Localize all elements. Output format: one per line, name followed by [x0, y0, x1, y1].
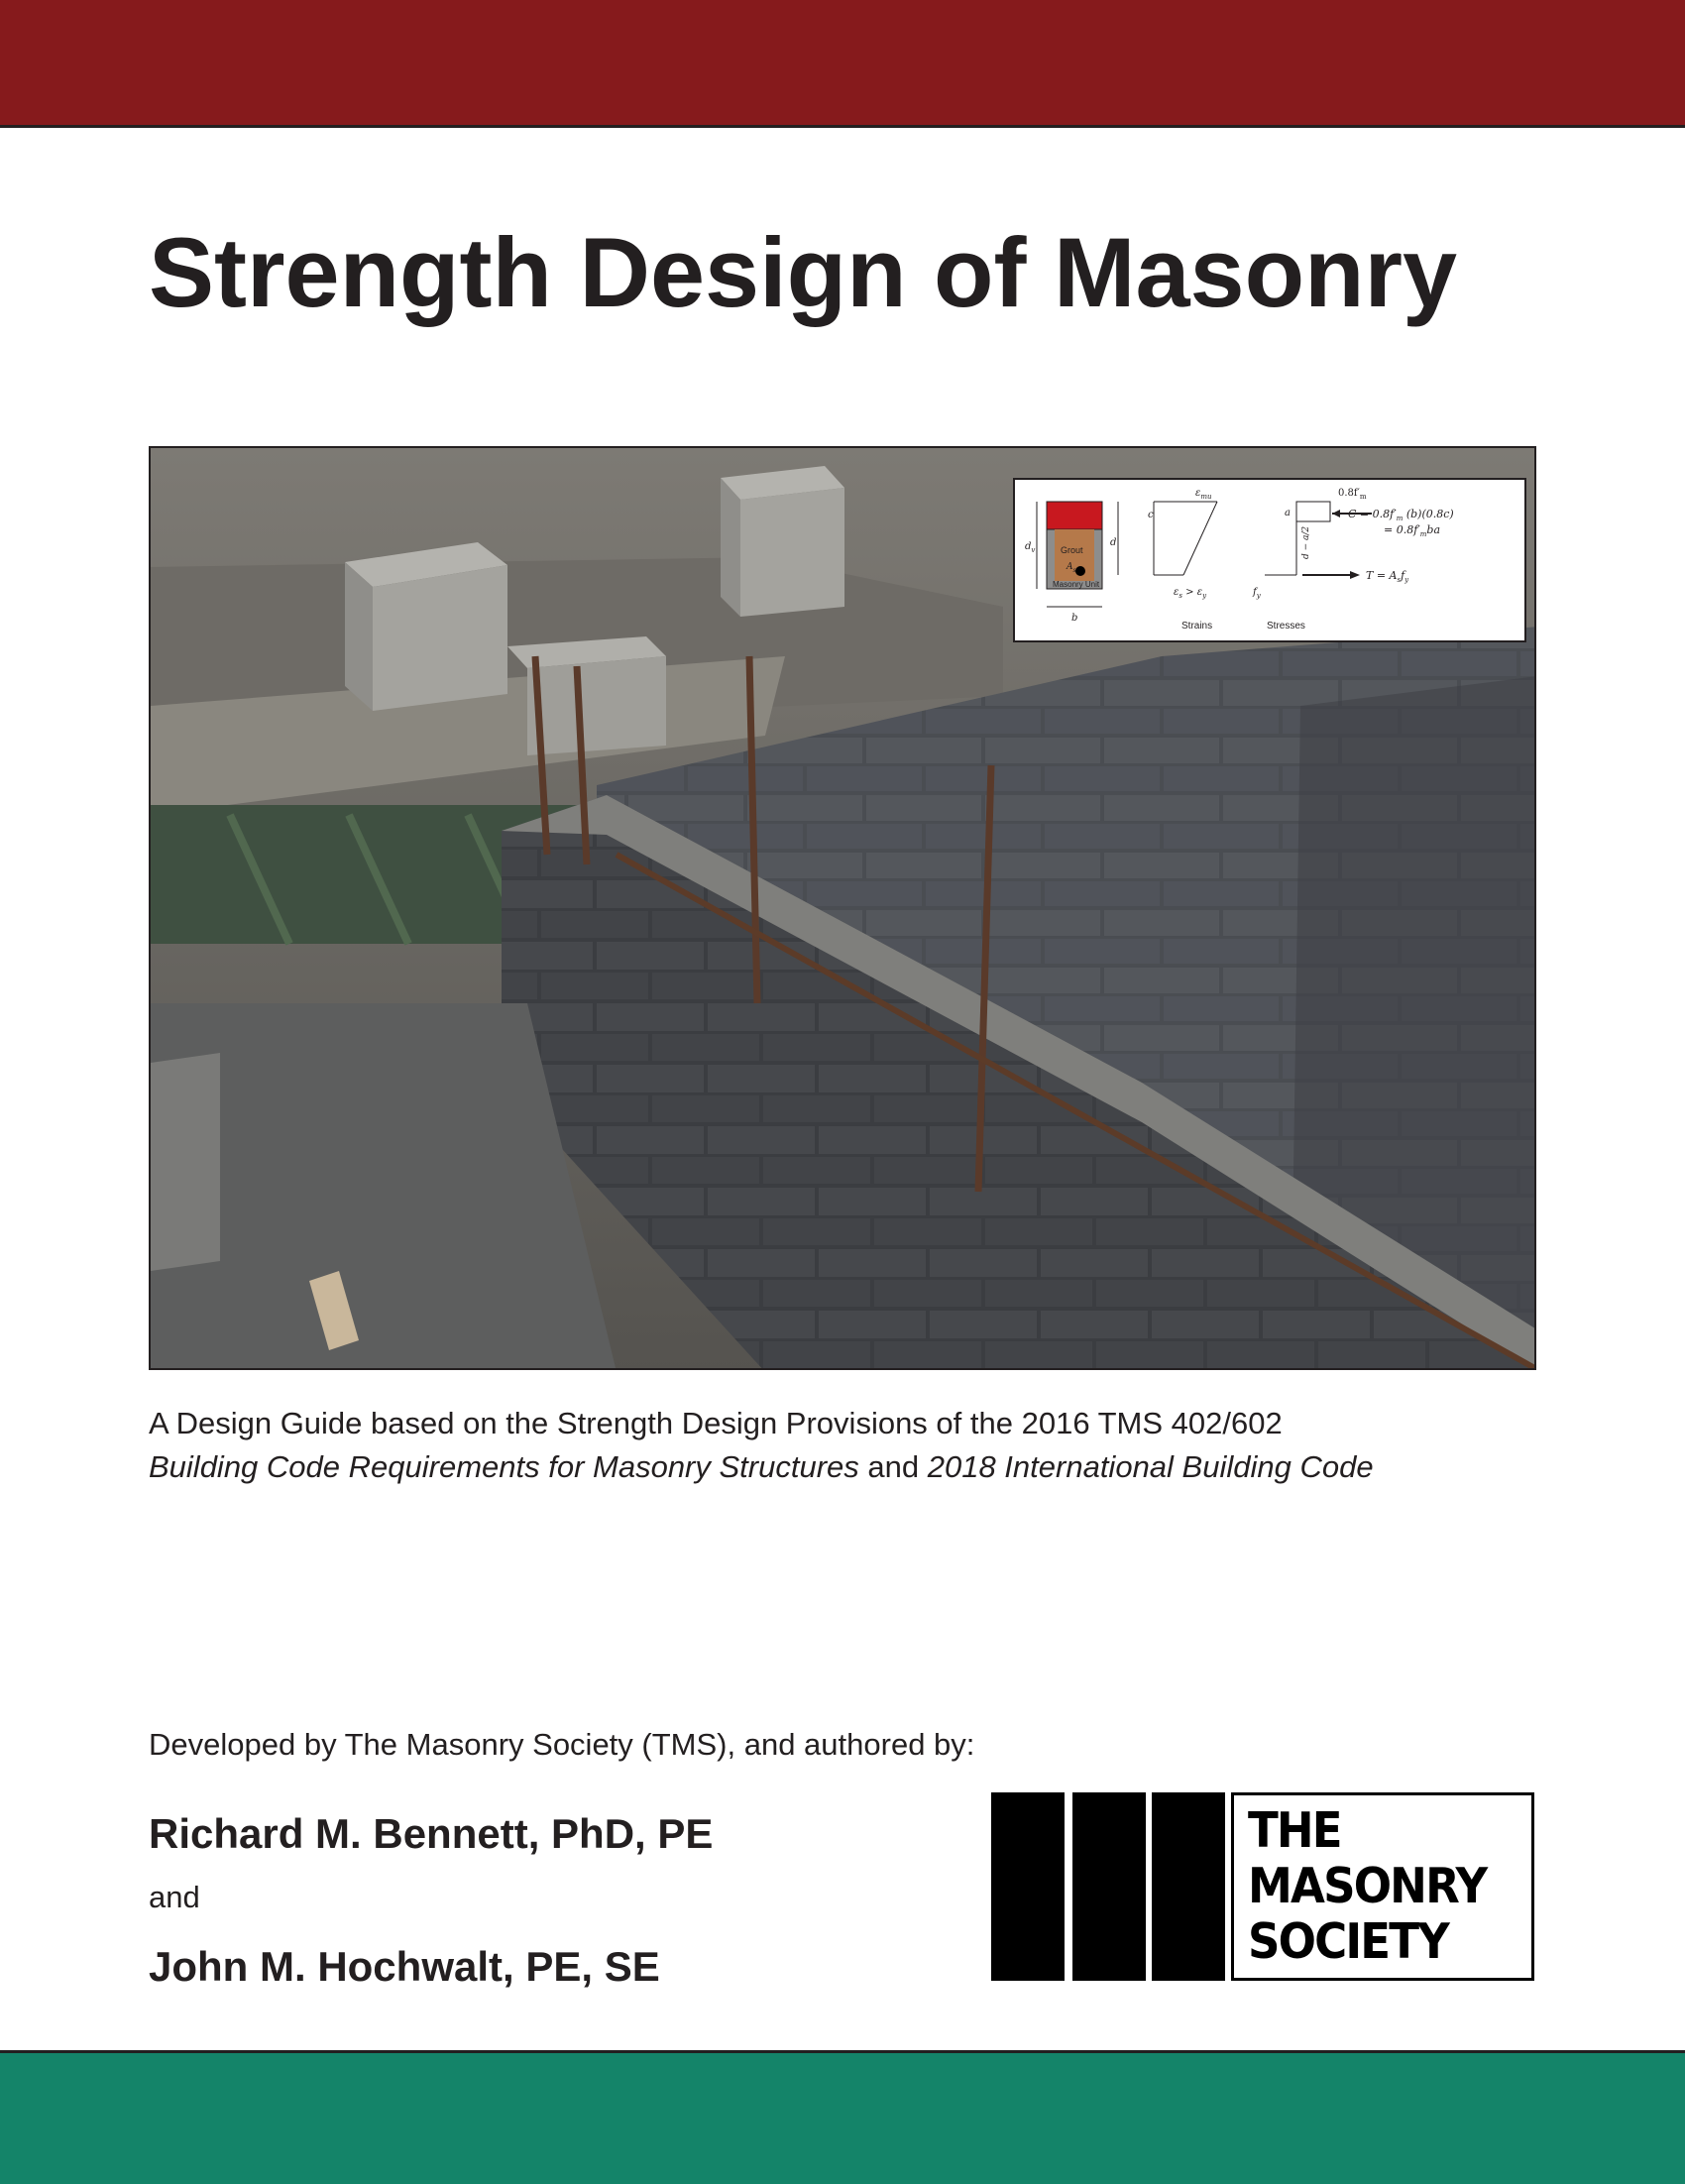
- logo-text-box: [1231, 1792, 1534, 1981]
- logo-bar-2: [1072, 1792, 1146, 1981]
- as-label: $A_s$: [1067, 562, 1076, 574]
- dv-label: $d_v$: [1025, 541, 1036, 554]
- b-label: b: [1071, 613, 1078, 624]
- logo-bar-1: [991, 1792, 1065, 1981]
- tension-eq: $T = A_sf_y$: [1366, 569, 1409, 584]
- d-label: d: [1110, 537, 1117, 548]
- code-title-ibc: 2018 International Building Code: [927, 1449, 1374, 1484]
- c-label: c: [1148, 510, 1154, 520]
- a-label: a: [1285, 508, 1291, 518]
- top-color-band: [0, 0, 1685, 128]
- subtitle-line-1: A Design Guide based on the Strength Design Provisions of the 2016 TMS 402/602: [149, 1406, 1283, 1440]
- compression-eq: $C = 0.8f'_m$ (b)(0.8c): [1348, 508, 1454, 522]
- strain-condition: $\varepsilon_s > \varepsilon_y$: [1174, 587, 1207, 600]
- book-title: Strength Design of Masonry: [149, 217, 1458, 327]
- logo-line-1: THE: [1248, 1802, 1341, 1859]
- author-2: John M. Hochwalt, PE, SE: [149, 1943, 660, 1990]
- strains-label: Strains: [1181, 621, 1213, 632]
- bottom-color-band: [0, 2050, 1685, 2184]
- grout-label: Grout: [1061, 545, 1083, 555]
- and-text: and: [149, 1880, 200, 1914]
- stresses-label: Stresses: [1267, 621, 1305, 632]
- subtitle: [149, 1402, 1556, 1489]
- tms-logo: [991, 1792, 1536, 1981]
- lever-arm-label: d − a/2: [1301, 525, 1311, 559]
- author-1: Richard M. Bennett, PhD, PE: [149, 1810, 714, 1857]
- developed-by-line: Developed by The Masonry Society (TMS), and authored by:: [149, 1727, 975, 1762]
- logo-bar-3: [1152, 1792, 1225, 1981]
- stress-strain-diagram-inset: [1013, 478, 1526, 642]
- fy-label: $f_y$: [1253, 587, 1261, 600]
- cover-photo: [149, 446, 1536, 1370]
- stress-block-label: $0.8f'_m$: [1338, 488, 1367, 501]
- subtitle-and: and: [858, 1449, 928, 1484]
- emu-label: $\varepsilon_{mu}$: [1195, 488, 1212, 501]
- masonry-unit-label: Masonry Unit: [1053, 580, 1100, 589]
- compression-eq-2: = $0.8f'_mba$: [1384, 523, 1441, 538]
- subtitle-line-2: [149, 1445, 1556, 1489]
- code-title-tms: Building Code Requirements for Masonry Structures: [149, 1449, 859, 1484]
- logo-line-3: SOCIETY: [1248, 1913, 1448, 1970]
- logo-line-2: MASONRY: [1248, 1858, 1487, 1914]
